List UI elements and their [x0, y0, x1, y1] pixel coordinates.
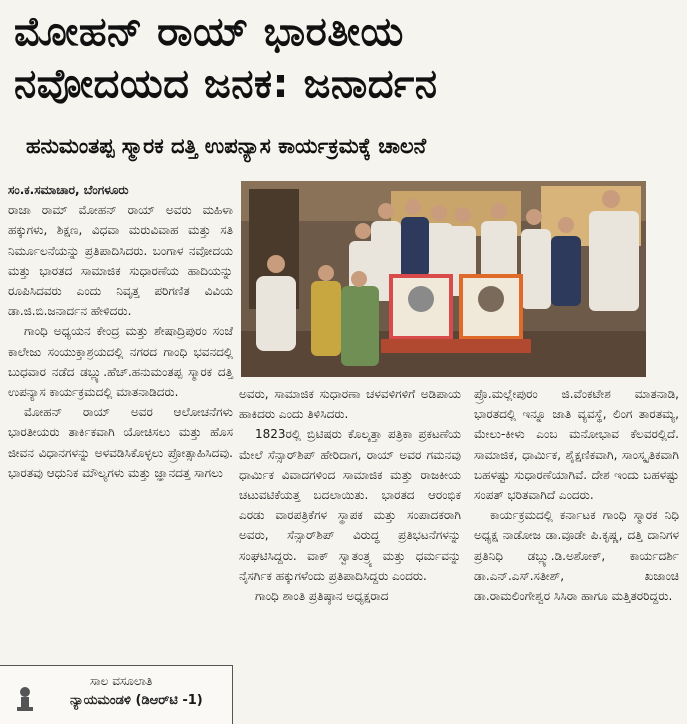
paragraph: ಗಾಂಧಿ ಶಾಂತಿ ಪ್ರತಿಷ್ಠಾನ ಅಧ್ಯಕ್ಷರಾದ [255, 589, 389, 604]
event-photo-illustration [241, 181, 646, 377]
notice-ad [0, 665, 233, 724]
emblem-icon [14, 684, 36, 714]
notice-ad-line-1: ಸಾಲ ವಸೂಲಾತಿ [90, 674, 153, 688]
subheadline: ಹನುಮಂತಪ್ಪ ಸ್ಮಾರಕ ದತ್ತಿ ಉಪನ್ಯಾಸ ಕಾರ್ಯಕ್ರಮಕ್ಕೆ ಚಾಲನೆ [26, 134, 427, 158]
paragraph: ಮೋಹನ್ ರಾಯ್ ಅವರ ಆಲೋಚನೆಗಳು ಭಾರತೀಯರು ತಾರ್ಕಿಕವಾಗಿ ಯೋಚಿಸಲು ಮತ್ತು ಹೊಸ ಜೀವನ ವಿಧಾನಗಳನ್ನು ಅಳವಡಿಸಿಕೊಳ್ಳಲು ಪ್ರೋತ್ಸಾಹಿಸಿದವು. ಭಾರತವು ಆಧುನಿಕ ಮೌಲ್ಯಗಳು ಮತ್ತು ಜ್ಞಾನದತ್ತ ಸಾಗಲು [8, 405, 233, 480]
paragraph: 1823ರಲ್ಲಿ ಬ್ರಿಟಿಷರು ಕೊಲ್ಕತ್ತಾ ಪತ್ರಿಕಾ ಪ್ರಕಟಣೆಯ ಮೇಲೆ ಸೆನ್ಸಾರ್‌ಶಿಪ್ ಹೇರಿದಾಗ, ರಾಯ್ ಅವರ ಗಮನವು ಧಾರ್ಮಿಕ ವಿವಾದಗಳಿಂದ ಸಾಮಾಜಿಕ ಮತ್ತು ರಾಜಕೀಯ ಚಟುವಟಿಕೆಯತ್ತ ಬದಲಾಯಿತು. ಭಾರತದ ಆರಂಭಿಕ ಎರಡು ವಾರಪತ್ರಿಕೆಗಳ ಸ್ಥಾಪಕ ಮತ್ತು ಸಂಪಾದಕರಾಗಿ ಅವರು, ಸೆನ್ಸಾರ್‌ಶಿಪ್ ವಿರುದ್ಧ ಪ್ರತಿಭಟನೆಗಳನ್ನು ಸಂಘಟಿಸಿದ್ದರು. ವಾಕ್ ಸ್ವಾತಂತ್ರ್ಯ ಮತ್ತು ಧರ್ಮವನ್ನು ನೈಸರ್ಗಿಕ ಹಕ್ಕುಗಳೆಂದು ಪ್ರತಿಪಾದಿಸಿದ್ದರು ಎಂದರು. [239, 427, 461, 583]
paragraph: ಪ್ರೊ.ಮಲ್ಲೇಪುರಂ ಜಿ.ವೆಂಕಟೇಶ ಮಾತನಾಡಿ, ಭಾರತದಲ್ಲಿ ಇನ್ನೂ ಜಾತಿ ವ್ಯವಸ್ಥೆ, ಲಿಂಗ ತಾರತಮ್ಯ, ಮೇಲು-ಕೀಳು ಎಂಬ ಮನೋಭಾವ ಕೆಲವರಲ್ಲಿದೆ. ಸಾಮಾಜಿಕ, ಧಾರ್ಮಿಕ, ಶೈಕ್ಷಣಿಕವಾಗಿ, ಸಾಂಸ್ಕೃತಿಕವಾಗಿ ಬಹಳಷ್ಟು ಸುಧಾರಣೆಯಾಗಿವೆ. ದೇಶ ಇಂದು ಬಹಳಷ್ಟು ಸಂಪತ್ ಭರಿತವಾಗಿದೆ ಎಂದರು. [474, 387, 679, 503]
article-column-2 [239, 384, 461, 606]
notice-ad-line-2: ನ್ಯಾಯಮಂಡಳಿ (ಡಿಆರ್‌ಟಿ -1) [70, 693, 203, 708]
headline-line-1: ಮೋಹನ್ ರಾಯ್ ಭಾರತೀಯ [14, 9, 404, 55]
paragraph: ಗಾಂಧಿ ಅಧ್ಯಯನ ಕೇಂದ್ರ ಮತ್ತು ಶೇಷಾದ್ರಿಪುರಂ ಸಂಜೆ ಕಾಲೇಜು ಸಂಯುಕ್ತಾಶ್ರಯದಲ್ಲಿ ನಗರದ ಗಾಂಧಿ ಭವನದಲ್ಲಿ ಬುಧವಾರ ನಡೆದ ಡಬ್ಲ್ಯು.ಹೆಚ್.ಹನುಮಂತಪ್ಪ ಸ್ಮಾರಕ ದತ್ತಿ ಉಪನ್ಯಾಸ ಕಾರ್ಯಕ್ರಮದಲ್ಲಿ ಮಾತನಾಡಿದರು. [8, 324, 233, 400]
article-column-3 [474, 384, 679, 606]
paragraph: ರಾಜಾ ರಾಮ್ ಮೋಹನ್ ರಾಯ್ ಅವರು ಮಹಿಳಾ ಹಕ್ಕುಗಳು, ಶಿಕ್ಷಣ, ವಿಧವಾ ಮರುವಿವಾಹ ಮತ್ತು ಸತಿ ನಿರ್ಮೂಲನೆಯನ್ನು ಪ್ರತಿಪಾದಿಸಿದರು. ಬಂಗಾಳ ನವೋದಯ ಮತ್ತು ಭಾರತದ ಸಾಮಾಜಿಕ ಸುಧಾರಣೆಯ ಹಾದಿಯನ್ನು ರೂಪಿಸಿದವರು ಎಂದು ನಿವೃತ್ತ ಪರಿಗಣಿತ ವಿವಿಯ ಡಾ.ಜಿ.ಬಿ.ಜನಾರ್ದನ ಹೇಳಿದರು. [8, 203, 233, 319]
paragraph: ಕಾರ್ಯಕ್ರಮದಲ್ಲಿ ಕರ್ನಾಟಕ ಗಾಂಧಿ ಸ್ಮಾರಕ ನಿಧಿ ಅಧ್ಯಕ್ಷ ನಾಡೋಜ ಡಾ.ವೂಡೇ ಪಿ.ಕೃಷ್ಣ, ದತ್ತಿ ದಾನಿಗಳ ಪ್ರತಿನಿಧಿ ಡಬ್ಲ್ಯು.ಡಿ.ಅಶೋಕ್, ಕಾರ್ಯದರ್ಶಿ ಡಾ.ಎನ್.ಎಸ್.ಸತೀಶ್, ಖಜಾಂಚಿ ಡಾ.ರಾಮಲಿಂಗೇಶ್ವರ ಸಿಸಿರಾ ಹಾಗೂ ಮತ್ತಿತರರಿದ್ದರು. [474, 508, 679, 604]
article-column-1 [8, 180, 233, 483]
paragraph: ಅವರು, ಸಾಮಾಜಿಕ ಸುಧಾರಣಾ ಚಳವಳಿಗಳಿಗೆ ಅಡಿಪಾಯ ಹಾಕಿದರು ಎಂದು ತಿಳಿಸಿದರು. [239, 387, 461, 422]
headline-line-2: ನವೋದಯದ ಜನಕ: ಜನಾರ್ದನ [14, 61, 438, 107]
dateline: ಸಂ.ಕ.ಸಮಾಚಾರ, ಬೆಂಗಳೂರು [8, 183, 129, 197]
event-photo [241, 181, 646, 377]
